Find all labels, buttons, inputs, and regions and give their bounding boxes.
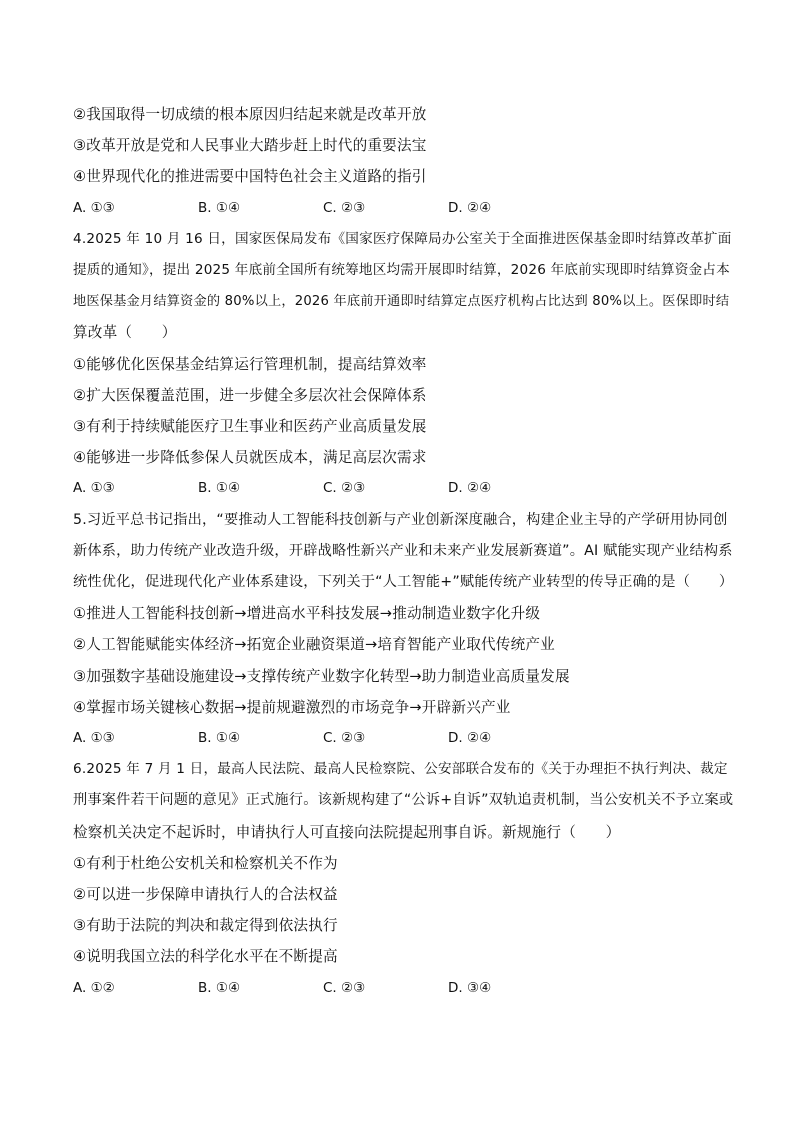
choice-b: B. ①④ xyxy=(198,199,241,216)
choice-d: D. ②④ xyxy=(448,199,492,216)
choice-d: D. ②④ xyxy=(448,730,492,747)
option-line: ③加强数字基础设施建设→支撑传统产业数字化转型→助力制造业高质量发展 xyxy=(73,667,570,685)
choice-b: B. ①④ xyxy=(198,979,241,996)
option-line: ④说明我国立法的科学化水平在不断提高 xyxy=(73,948,338,966)
choice-d: D. ③④ xyxy=(448,979,492,996)
choice-b: B. ①④ xyxy=(198,730,241,747)
question-6 xyxy=(73,754,733,1004)
question-stem-line: 6.2025 年 7 月 1 日，最高人民法院、最高人民检察院、公安部联合发布的《关于办理拒不执行判决、裁定 xyxy=(73,761,728,778)
option-line: ④能够进一步降低参保人员就医成本，满足高层次需求 xyxy=(73,449,427,467)
option-line: ①推进人工智能科技创新→增进高水平科技发展→推动制造业数字化升级 xyxy=(73,605,541,623)
question-4 xyxy=(73,224,733,505)
choice-c: C. ②③ xyxy=(323,199,366,216)
option-line: ④世界现代化的推进需要中国特色社会主义道路的指引 xyxy=(73,168,427,186)
choice-a: A. ①③ xyxy=(73,730,115,747)
choice-a: A. ①③ xyxy=(73,480,115,497)
option-line: ②人工智能赋能实体经济→拓宽企业融资渠道→培育智能产业取代传统产业 xyxy=(73,636,555,654)
question-stem-line: 提质的通知》，提出 2025 年底前全国所有统筹地区均需开展即时结算，2026 年底前实现即时结算资金占本 xyxy=(73,262,730,278)
choice-a: A. ①② xyxy=(73,979,115,996)
choice-c: C. ②③ xyxy=(323,979,366,996)
document-page xyxy=(73,99,733,1004)
question-5 xyxy=(73,505,733,755)
option-line: ②可以进一步保障申请执行人的合法权益 xyxy=(73,886,338,904)
question-stem-line: 统性优化，促进现代化产业体系建设，下列关于“人工智能+”赋能传统产业转型的传导正确的是（ ） xyxy=(73,574,734,591)
answer-choices xyxy=(73,973,733,1004)
choice-c: C. ②③ xyxy=(323,730,366,747)
option-line: ②我国取得一切成绩的根本原因归结起来就是改革开放 xyxy=(73,106,427,123)
question-stem-line: 地医保基金月结算资金的 80%以上，2026 年底前开通即时结算定点医疗机构占比达到 80%以上。医保即时结 xyxy=(73,294,730,310)
option-line: ③改革开放是党和人民事业大踏步赶上时代的重要法宝 xyxy=(73,137,427,155)
option-line: ④掌握市场关键核心数据→提前规避激烈的市场竞争→开辟新兴产业 xyxy=(73,698,511,716)
question-3-tail xyxy=(73,99,733,224)
question-stem-line: 5.习近平总书记指出，“要推动人工智能科技创新与产业创新深度融合，构建企业主导的产学研用协同创 xyxy=(73,511,728,528)
choice-b: B. ①④ xyxy=(198,480,241,497)
choice-d: D. ②④ xyxy=(448,480,492,497)
choice-a: A. ①③ xyxy=(73,199,115,216)
question-stem-line: 刑事案件若干问题的意见》正式施行。该新规构建了“公诉+自诉”双轨追责机制，当公安机关不予立案或 xyxy=(73,792,734,809)
choice-c: C. ②③ xyxy=(323,480,366,497)
answer-choices xyxy=(73,723,733,754)
answer-choices xyxy=(73,473,733,504)
answer-choices xyxy=(73,193,733,224)
question-stem-line: 检察机关决定不起诉时，申请执行人可直接向法院提起刑事自诉。新规施行（ ） xyxy=(73,823,621,841)
question-stem-line: 4.2025 年 10 月 16 日，国家医保局发布《国家医疗保障局办公室关于全面推进医保基金即时结算改革扩面 xyxy=(73,230,732,247)
question-stem-line: 新体系，助力传统产业改造升级，开辟战略性新兴产业和未来产业发展新赛道”。AI 赋能实现产业结构系 xyxy=(73,542,733,559)
option-line: ①有利于杜绝公安机关和检察机关不作为 xyxy=(73,854,338,872)
option-line: ①能够优化医保基金结算运行管理机制，提高结算效率 xyxy=(73,355,427,373)
question-stem-line: 算改革（ ） xyxy=(73,324,177,342)
option-line: ③有助于法院的判决和裁定得到依法执行 xyxy=(73,917,338,935)
option-line: ③有利于持续赋能医疗卫生事业和医药产业高质量发展 xyxy=(73,418,427,436)
option-line: ②扩大医保覆盖范围，进一步健全多层次社会保障体系 xyxy=(73,386,427,404)
